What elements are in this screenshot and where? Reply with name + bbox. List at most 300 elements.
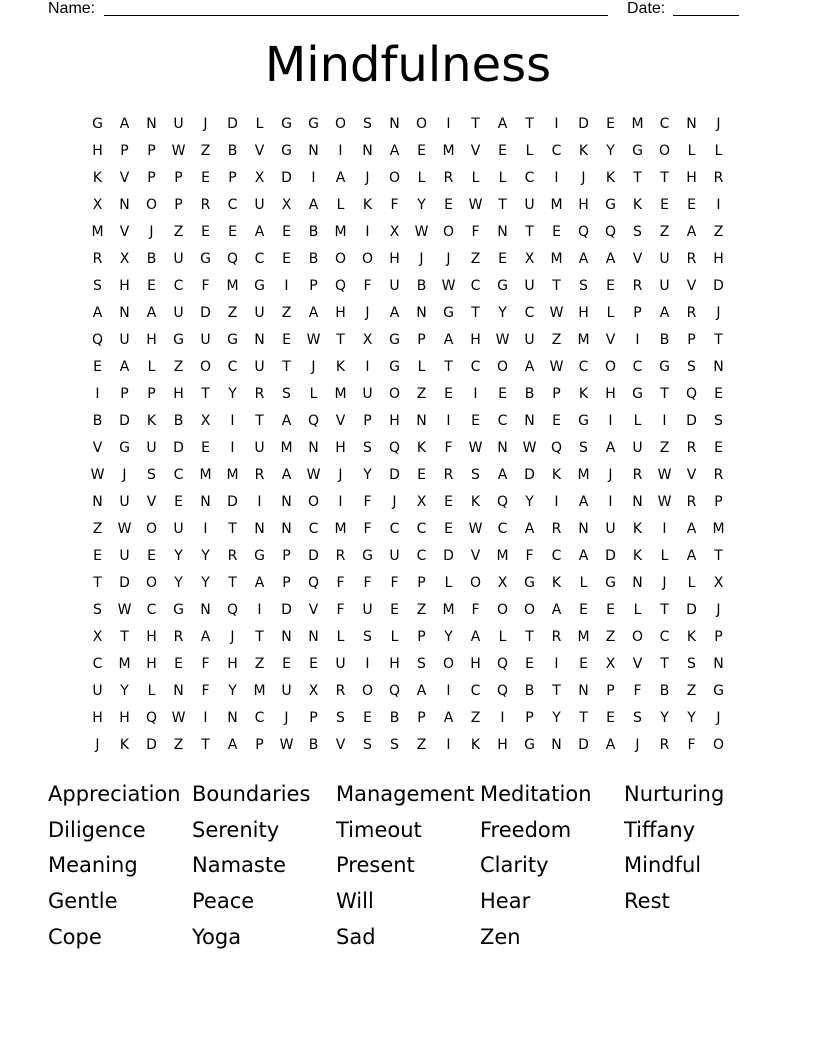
grid-letter[interactable]: I bbox=[257, 602, 262, 618]
grid-letter[interactable]: T bbox=[525, 224, 534, 240]
grid-letter[interactable]: C bbox=[254, 710, 265, 726]
grid-letter[interactable]: S bbox=[579, 278, 588, 294]
grid-letter[interactable]: H bbox=[470, 332, 481, 348]
grid-letter[interactable]: E bbox=[498, 143, 507, 159]
grid-letter[interactable]: R bbox=[335, 683, 346, 699]
grid-letter[interactable]: F bbox=[201, 278, 210, 294]
grid-letter[interactable]: S bbox=[363, 629, 372, 645]
grid-letter[interactable]: E bbox=[579, 602, 588, 618]
grid-letter[interactable]: Y bbox=[228, 386, 237, 402]
grid-letter[interactable]: P bbox=[282, 575, 291, 591]
grid-letter[interactable]: O bbox=[415, 116, 428, 132]
grid-letter[interactable]: V bbox=[119, 170, 130, 186]
grid-letter[interactable]: I bbox=[203, 710, 208, 726]
grid-letter[interactable]: D bbox=[389, 467, 400, 483]
date-field[interactable] bbox=[673, 0, 739, 16]
grid-letter[interactable]: S bbox=[93, 602, 102, 618]
grid-letter[interactable]: A bbox=[443, 332, 454, 348]
grid-letter[interactable]: M bbox=[631, 116, 644, 132]
grid-letter[interactable]: B bbox=[389, 710, 400, 726]
grid-letter[interactable]: W bbox=[657, 494, 672, 510]
grid-letter[interactable]: G bbox=[389, 359, 400, 375]
grid-letter[interactable]: A bbox=[524, 521, 535, 537]
grid-letter[interactable]: Z bbox=[227, 305, 238, 321]
grid-letter[interactable]: W bbox=[468, 440, 483, 456]
grid-letter[interactable]: R bbox=[713, 467, 724, 483]
grid-letter[interactable]: L bbox=[687, 143, 696, 159]
grid-letter[interactable]: O bbox=[604, 359, 617, 375]
grid-letter[interactable]: H bbox=[146, 656, 157, 672]
grid-letter[interactable]: C bbox=[146, 602, 157, 618]
grid-letter[interactable]: T bbox=[282, 359, 291, 375]
grid-letter[interactable]: G bbox=[443, 305, 454, 321]
grid-letter[interactable]: Y bbox=[201, 548, 210, 564]
grid-letter[interactable]: J bbox=[122, 467, 127, 483]
grid-letter[interactable]: E bbox=[606, 602, 615, 618]
grid-letter[interactable]: Y bbox=[606, 143, 615, 159]
grid-letter[interactable]: F bbox=[336, 602, 345, 618]
grid-letter[interactable]: W bbox=[171, 143, 186, 159]
grid-letter[interactable]: R bbox=[200, 197, 211, 213]
grid-letter[interactable]: E bbox=[174, 656, 183, 672]
grid-letter[interactable]: T bbox=[660, 170, 669, 186]
grid-letter[interactable]: Q bbox=[496, 683, 509, 699]
grid-letter[interactable]: V bbox=[686, 278, 697, 294]
grid-letter[interactable]: C bbox=[254, 251, 265, 267]
grid-letter[interactable]: L bbox=[309, 386, 318, 402]
grid-letter[interactable]: E bbox=[606, 710, 615, 726]
grid-letter[interactable]: Q bbox=[577, 224, 590, 240]
grid-letter[interactable]: P bbox=[174, 170, 183, 186]
grid-letter[interactable]: P bbox=[174, 197, 183, 213]
grid-letter[interactable]: P bbox=[417, 710, 426, 726]
grid-letter[interactable]: T bbox=[579, 710, 588, 726]
grid-letter[interactable]: T bbox=[444, 359, 453, 375]
grid-letter[interactable]: A bbox=[119, 116, 130, 132]
grid-letter[interactable]: P bbox=[147, 170, 156, 186]
grid-letter[interactable]: W bbox=[468, 521, 483, 537]
grid-letter[interactable]: A bbox=[659, 305, 670, 321]
grid-letter[interactable]: L bbox=[255, 116, 264, 132]
grid-letter[interactable]: L bbox=[498, 629, 507, 645]
grid-letter[interactable]: E bbox=[282, 656, 291, 672]
grid-letter[interactable]: Y bbox=[228, 683, 237, 699]
grid-letter[interactable]: W bbox=[306, 332, 321, 348]
grid-letter[interactable]: Y bbox=[552, 710, 561, 726]
grid-letter[interactable]: A bbox=[686, 224, 697, 240]
grid-letter[interactable]: F bbox=[336, 575, 345, 591]
grid-letter[interactable]: K bbox=[632, 548, 643, 564]
grid-letter[interactable]: F bbox=[363, 494, 372, 510]
grid-letter[interactable]: Z bbox=[173, 359, 184, 375]
grid-letter[interactable]: M bbox=[712, 521, 725, 537]
grid-letter[interactable]: L bbox=[471, 170, 480, 186]
grid-letter[interactable]: L bbox=[714, 143, 723, 159]
grid-letter[interactable]: S bbox=[687, 656, 696, 672]
grid-letter[interactable]: M bbox=[226, 278, 239, 294]
grid-letter[interactable]: P bbox=[282, 548, 291, 564]
grid-letter[interactable]: Q bbox=[388, 683, 401, 699]
grid-letter[interactable]: N bbox=[497, 440, 508, 456]
grid-letter[interactable]: J bbox=[95, 737, 100, 753]
grid-letter[interactable]: S bbox=[579, 440, 588, 456]
grid-letter[interactable]: A bbox=[578, 251, 589, 267]
grid-letter[interactable]: Q bbox=[496, 494, 509, 510]
grid-letter[interactable]: R bbox=[632, 278, 643, 294]
grid-letter[interactable]: K bbox=[416, 440, 427, 456]
grid-letter[interactable]: Q bbox=[604, 224, 617, 240]
grid-letter[interactable]: R bbox=[443, 170, 454, 186]
grid-letter[interactable]: E bbox=[444, 386, 453, 402]
grid-letter[interactable]: E bbox=[363, 710, 372, 726]
grid-letter[interactable]: Q bbox=[145, 710, 158, 726]
grid-letter[interactable]: I bbox=[662, 413, 667, 429]
grid-letter[interactable]: K bbox=[686, 629, 697, 645]
grid-letter[interactable]: L bbox=[336, 197, 345, 213]
grid-letter[interactable]: D bbox=[146, 737, 157, 753]
grid-letter[interactable]: P bbox=[417, 629, 426, 645]
grid-letter[interactable]: E bbox=[660, 197, 669, 213]
grid-letter[interactable]: N bbox=[308, 143, 319, 159]
grid-letter[interactable]: E bbox=[687, 197, 696, 213]
grid-letter[interactable]: I bbox=[365, 656, 370, 672]
grid-letter[interactable]: N bbox=[119, 305, 130, 321]
grid-letter[interactable]: W bbox=[441, 278, 456, 294]
grid-letter[interactable]: X bbox=[254, 170, 265, 186]
grid-letter[interactable]: Y bbox=[174, 548, 183, 564]
grid-letter[interactable]: U bbox=[254, 305, 265, 321]
grid-letter[interactable]: E bbox=[417, 467, 426, 483]
grid-letter[interactable]: H bbox=[173, 386, 184, 402]
grid-letter[interactable]: I bbox=[446, 413, 451, 429]
grid-letter[interactable]: O bbox=[334, 251, 347, 267]
grid-letter[interactable]: H bbox=[389, 251, 400, 267]
grid-letter[interactable]: M bbox=[496, 548, 509, 564]
grid-letter[interactable]: I bbox=[554, 116, 559, 132]
grid-letter[interactable]: X bbox=[92, 197, 103, 213]
grid-letter[interactable]: Y bbox=[363, 467, 372, 483]
grid-letter[interactable]: H bbox=[335, 440, 346, 456]
name-field[interactable] bbox=[104, 0, 608, 16]
grid-letter[interactable]: T bbox=[552, 683, 561, 699]
grid-letter[interactable]: L bbox=[444, 575, 453, 591]
grid-letter[interactable]: O bbox=[496, 359, 509, 375]
grid-letter[interactable]: C bbox=[524, 170, 535, 186]
grid-letter[interactable]: C bbox=[497, 413, 508, 429]
grid-letter[interactable]: J bbox=[149, 224, 154, 240]
grid-letter[interactable]: Z bbox=[713, 224, 724, 240]
grid-letter[interactable]: U bbox=[335, 656, 346, 672]
grid-letter[interactable]: O bbox=[361, 683, 374, 699]
grid-letter[interactable]: N bbox=[146, 116, 157, 132]
grid-letter[interactable]: A bbox=[578, 548, 589, 564]
grid-letter[interactable]: P bbox=[120, 143, 129, 159]
grid-letter[interactable]: Q bbox=[91, 332, 104, 348]
grid-letter[interactable]: T bbox=[660, 386, 669, 402]
grid-letter[interactable]: E bbox=[93, 359, 102, 375]
grid-letter[interactable]: U bbox=[200, 332, 211, 348]
grid-letter[interactable]: I bbox=[365, 224, 370, 240]
grid-letter[interactable]: P bbox=[309, 278, 318, 294]
grid-letter[interactable]: X bbox=[713, 575, 724, 591]
grid-letter[interactable]: H bbox=[389, 656, 400, 672]
grid-letter[interactable]: N bbox=[281, 521, 292, 537]
grid-letter[interactable]: C bbox=[524, 305, 535, 321]
grid-letter[interactable]: W bbox=[279, 737, 294, 753]
grid-letter[interactable]: E bbox=[444, 197, 453, 213]
grid-letter[interactable]: N bbox=[281, 494, 292, 510]
grid-letter[interactable]: W bbox=[549, 305, 564, 321]
grid-letter[interactable]: Y bbox=[444, 629, 453, 645]
grid-letter[interactable]: O bbox=[388, 170, 401, 186]
grid-letter[interactable]: Y bbox=[201, 575, 210, 591]
grid-letter[interactable]: A bbox=[497, 467, 508, 483]
grid-letter[interactable]: X bbox=[416, 494, 427, 510]
grid-letter[interactable]: M bbox=[577, 467, 590, 483]
grid-letter[interactable]: F bbox=[201, 656, 210, 672]
grid-letter[interactable]: T bbox=[525, 629, 534, 645]
grid-letter[interactable]: T bbox=[633, 170, 642, 186]
grid-letter[interactable]: P bbox=[417, 332, 426, 348]
grid-letter[interactable]: E bbox=[228, 224, 237, 240]
grid-letter[interactable]: Y bbox=[498, 305, 507, 321]
grid-letter[interactable]: C bbox=[632, 359, 643, 375]
grid-letter[interactable]: R bbox=[173, 629, 184, 645]
grid-letter[interactable]: K bbox=[146, 413, 157, 429]
grid-letter[interactable]: B bbox=[659, 683, 670, 699]
grid-letter[interactable]: H bbox=[686, 170, 697, 186]
grid-letter[interactable]: C bbox=[173, 467, 184, 483]
grid-letter[interactable]: N bbox=[362, 143, 373, 159]
grid-letter[interactable]: J bbox=[716, 305, 721, 321]
grid-letter[interactable]: S bbox=[471, 467, 480, 483]
grid-letter[interactable]: A bbox=[254, 224, 265, 240]
grid-letter[interactable]: D bbox=[200, 305, 211, 321]
grid-letter[interactable]: P bbox=[228, 170, 237, 186]
grid-letter[interactable]: I bbox=[284, 278, 289, 294]
grid-letter[interactable]: S bbox=[93, 278, 102, 294]
grid-letter[interactable]: G bbox=[632, 143, 643, 159]
grid-letter[interactable]: I bbox=[473, 386, 478, 402]
grid-letter[interactable]: E bbox=[606, 116, 615, 132]
grid-letter[interactable]: T bbox=[714, 548, 723, 564]
grid-letter[interactable]: F bbox=[525, 548, 534, 564]
grid-letter[interactable]: D bbox=[686, 602, 697, 618]
grid-letter[interactable]: B bbox=[308, 251, 319, 267]
grid-letter[interactable]: P bbox=[147, 386, 156, 402]
grid-letter[interactable]: J bbox=[338, 467, 343, 483]
grid-letter[interactable]: I bbox=[338, 143, 343, 159]
grid-letter[interactable]: S bbox=[147, 467, 156, 483]
grid-letter[interactable]: T bbox=[660, 602, 669, 618]
grid-letter[interactable]: Y bbox=[120, 683, 129, 699]
grid-letter[interactable]: P bbox=[633, 305, 642, 321]
grid-letter[interactable]: T bbox=[552, 278, 561, 294]
grid-letter[interactable]: J bbox=[446, 251, 451, 267]
grid-letter[interactable]: R bbox=[551, 629, 562, 645]
grid-letter[interactable]: Z bbox=[416, 737, 427, 753]
grid-letter[interactable]: T bbox=[471, 305, 480, 321]
grid-letter[interactable]: U bbox=[119, 548, 130, 564]
grid-letter[interactable]: A bbox=[281, 467, 292, 483]
grid-letter[interactable]: Z bbox=[659, 224, 670, 240]
grid-letter[interactable]: I bbox=[257, 494, 262, 510]
grid-letter[interactable]: D bbox=[308, 548, 319, 564]
grid-letter[interactable]: T bbox=[255, 629, 264, 645]
grid-letter[interactable]: Z bbox=[281, 305, 292, 321]
grid-letter[interactable]: N bbox=[578, 521, 589, 537]
grid-letter[interactable]: V bbox=[605, 332, 616, 348]
grid-letter[interactable]: R bbox=[335, 548, 346, 564]
grid-letter[interactable]: N bbox=[281, 629, 292, 645]
grid-letter[interactable]: A bbox=[335, 170, 346, 186]
grid-letter[interactable]: U bbox=[524, 278, 535, 294]
grid-letter[interactable]: K bbox=[578, 143, 589, 159]
grid-letter[interactable]: E bbox=[201, 440, 210, 456]
grid-letter[interactable]: U bbox=[173, 305, 184, 321]
grid-letter[interactable]: S bbox=[687, 359, 696, 375]
grid-letter[interactable]: X bbox=[308, 683, 319, 699]
grid-letter[interactable]: D bbox=[713, 278, 724, 294]
grid-letter[interactable]: U bbox=[362, 386, 373, 402]
grid-letter[interactable]: I bbox=[446, 737, 451, 753]
grid-letter[interactable]: M bbox=[91, 224, 104, 240]
grid-letter[interactable]: O bbox=[388, 386, 401, 402]
grid-letter[interactable]: H bbox=[578, 305, 589, 321]
grid-letter[interactable]: Z bbox=[416, 386, 427, 402]
grid-letter[interactable]: M bbox=[442, 143, 455, 159]
grid-letter[interactable]: E bbox=[444, 521, 453, 537]
grid-letter[interactable]: I bbox=[95, 386, 100, 402]
grid-letter[interactable]: I bbox=[311, 170, 316, 186]
grid-letter[interactable]: G bbox=[254, 278, 265, 294]
grid-letter[interactable]: L bbox=[498, 170, 507, 186]
grid-letter[interactable]: Z bbox=[470, 710, 481, 726]
grid-letter[interactable]: O bbox=[307, 494, 320, 510]
grid-letter[interactable]: Z bbox=[416, 602, 427, 618]
grid-letter[interactable]: N bbox=[200, 602, 211, 618]
grid-letter[interactable]: A bbox=[686, 548, 697, 564]
grid-letter[interactable]: D bbox=[281, 170, 292, 186]
grid-letter[interactable]: H bbox=[227, 656, 238, 672]
grid-letter[interactable]: P bbox=[714, 629, 723, 645]
grid-letter[interactable]: Y bbox=[660, 710, 669, 726]
grid-letter[interactable]: U bbox=[389, 278, 400, 294]
grid-letter[interactable]: J bbox=[284, 710, 289, 726]
grid-letter[interactable]: R bbox=[551, 521, 562, 537]
grid-letter[interactable]: G bbox=[578, 413, 589, 429]
grid-letter[interactable]: J bbox=[635, 737, 640, 753]
grid-letter[interactable]: B bbox=[92, 413, 103, 429]
grid-letter[interactable]: P bbox=[309, 710, 318, 726]
grid-letter[interactable]: C bbox=[227, 197, 238, 213]
grid-letter[interactable]: I bbox=[554, 656, 559, 672]
grid-letter[interactable]: E bbox=[579, 656, 588, 672]
grid-letter[interactable]: B bbox=[308, 737, 319, 753]
grid-letter[interactable]: U bbox=[524, 197, 535, 213]
grid-letter[interactable]: U bbox=[92, 683, 103, 699]
grid-letter[interactable]: S bbox=[363, 116, 372, 132]
grid-letter[interactable]: G bbox=[92, 116, 103, 132]
grid-letter[interactable]: X bbox=[362, 332, 373, 348]
grid-letter[interactable]: A bbox=[524, 359, 535, 375]
grid-letter[interactable]: U bbox=[119, 494, 130, 510]
grid-letter[interactable]: R bbox=[686, 251, 697, 267]
grid-letter[interactable]: I bbox=[635, 332, 640, 348]
grid-letter[interactable]: K bbox=[605, 170, 616, 186]
grid-letter[interactable]: Q bbox=[307, 575, 320, 591]
grid-letter[interactable]: G bbox=[119, 440, 130, 456]
grid-letter[interactable]: G bbox=[227, 332, 238, 348]
grid-letter[interactable]: X bbox=[281, 197, 292, 213]
grid-letter[interactable]: J bbox=[608, 467, 613, 483]
grid-letter[interactable]: R bbox=[686, 305, 697, 321]
grid-letter[interactable]: N bbox=[632, 494, 643, 510]
grid-letter[interactable]: H bbox=[119, 278, 130, 294]
grid-letter[interactable]: N bbox=[713, 359, 724, 375]
grid-letter[interactable]: H bbox=[605, 386, 616, 402]
grid-letter[interactable]: U bbox=[659, 278, 670, 294]
grid-letter[interactable]: F bbox=[471, 602, 480, 618]
grid-letter[interactable]: H bbox=[92, 710, 103, 726]
grid-letter[interactable]: Z bbox=[92, 521, 103, 537]
grid-letter[interactable]: B bbox=[173, 413, 184, 429]
grid-letter[interactable]: A bbox=[605, 440, 616, 456]
grid-letter[interactable]: C bbox=[497, 521, 508, 537]
grid-letter[interactable]: P bbox=[714, 494, 723, 510]
grid-letter[interactable]: N bbox=[173, 683, 184, 699]
grid-letter[interactable]: T bbox=[660, 656, 669, 672]
grid-letter[interactable]: S bbox=[282, 386, 291, 402]
grid-letter[interactable]: W bbox=[306, 467, 321, 483]
grid-letter[interactable]: X bbox=[524, 251, 535, 267]
grid-letter[interactable]: N bbox=[497, 224, 508, 240]
grid-letter[interactable]: A bbox=[92, 305, 103, 321]
grid-letter[interactable]: M bbox=[334, 224, 347, 240]
grid-letter[interactable]: L bbox=[633, 602, 642, 618]
grid-letter[interactable]: I bbox=[446, 683, 451, 699]
grid-letter[interactable]: B bbox=[146, 251, 157, 267]
grid-letter[interactable]: X bbox=[389, 224, 400, 240]
grid-letter[interactable]: A bbox=[389, 143, 400, 159]
grid-letter[interactable]: N bbox=[389, 116, 400, 132]
grid-letter[interactable]: T bbox=[714, 332, 723, 348]
grid-letter[interactable]: Z bbox=[686, 683, 697, 699]
grid-letter[interactable]: T bbox=[471, 116, 480, 132]
grid-letter[interactable]: Q bbox=[226, 602, 239, 618]
grid-letter[interactable]: M bbox=[550, 251, 563, 267]
grid-letter[interactable]: M bbox=[577, 332, 590, 348]
grid-letter[interactable]: U bbox=[254, 440, 265, 456]
grid-letter[interactable]: J bbox=[230, 629, 235, 645]
grid-letter[interactable]: I bbox=[662, 521, 667, 537]
grid-letter[interactable]: D bbox=[227, 494, 238, 510]
grid-letter[interactable]: J bbox=[716, 602, 721, 618]
grid-letter[interactable]: U bbox=[524, 332, 535, 348]
grid-letter[interactable]: I bbox=[500, 710, 505, 726]
grid-letter[interactable]: T bbox=[228, 521, 237, 537]
grid-letter[interactable]: U bbox=[146, 440, 157, 456]
grid-letter[interactable]: E bbox=[147, 278, 156, 294]
grid-letter[interactable]: A bbox=[443, 710, 454, 726]
grid-letter[interactable]: V bbox=[146, 494, 157, 510]
grid-letter[interactable]: G bbox=[173, 602, 184, 618]
grid-letter[interactable]: H bbox=[470, 656, 481, 672]
grid-letter[interactable]: O bbox=[523, 602, 536, 618]
grid-letter[interactable]: A bbox=[308, 197, 319, 213]
grid-letter[interactable]: A bbox=[578, 494, 589, 510]
grid-letter[interactable]: C bbox=[659, 629, 670, 645]
